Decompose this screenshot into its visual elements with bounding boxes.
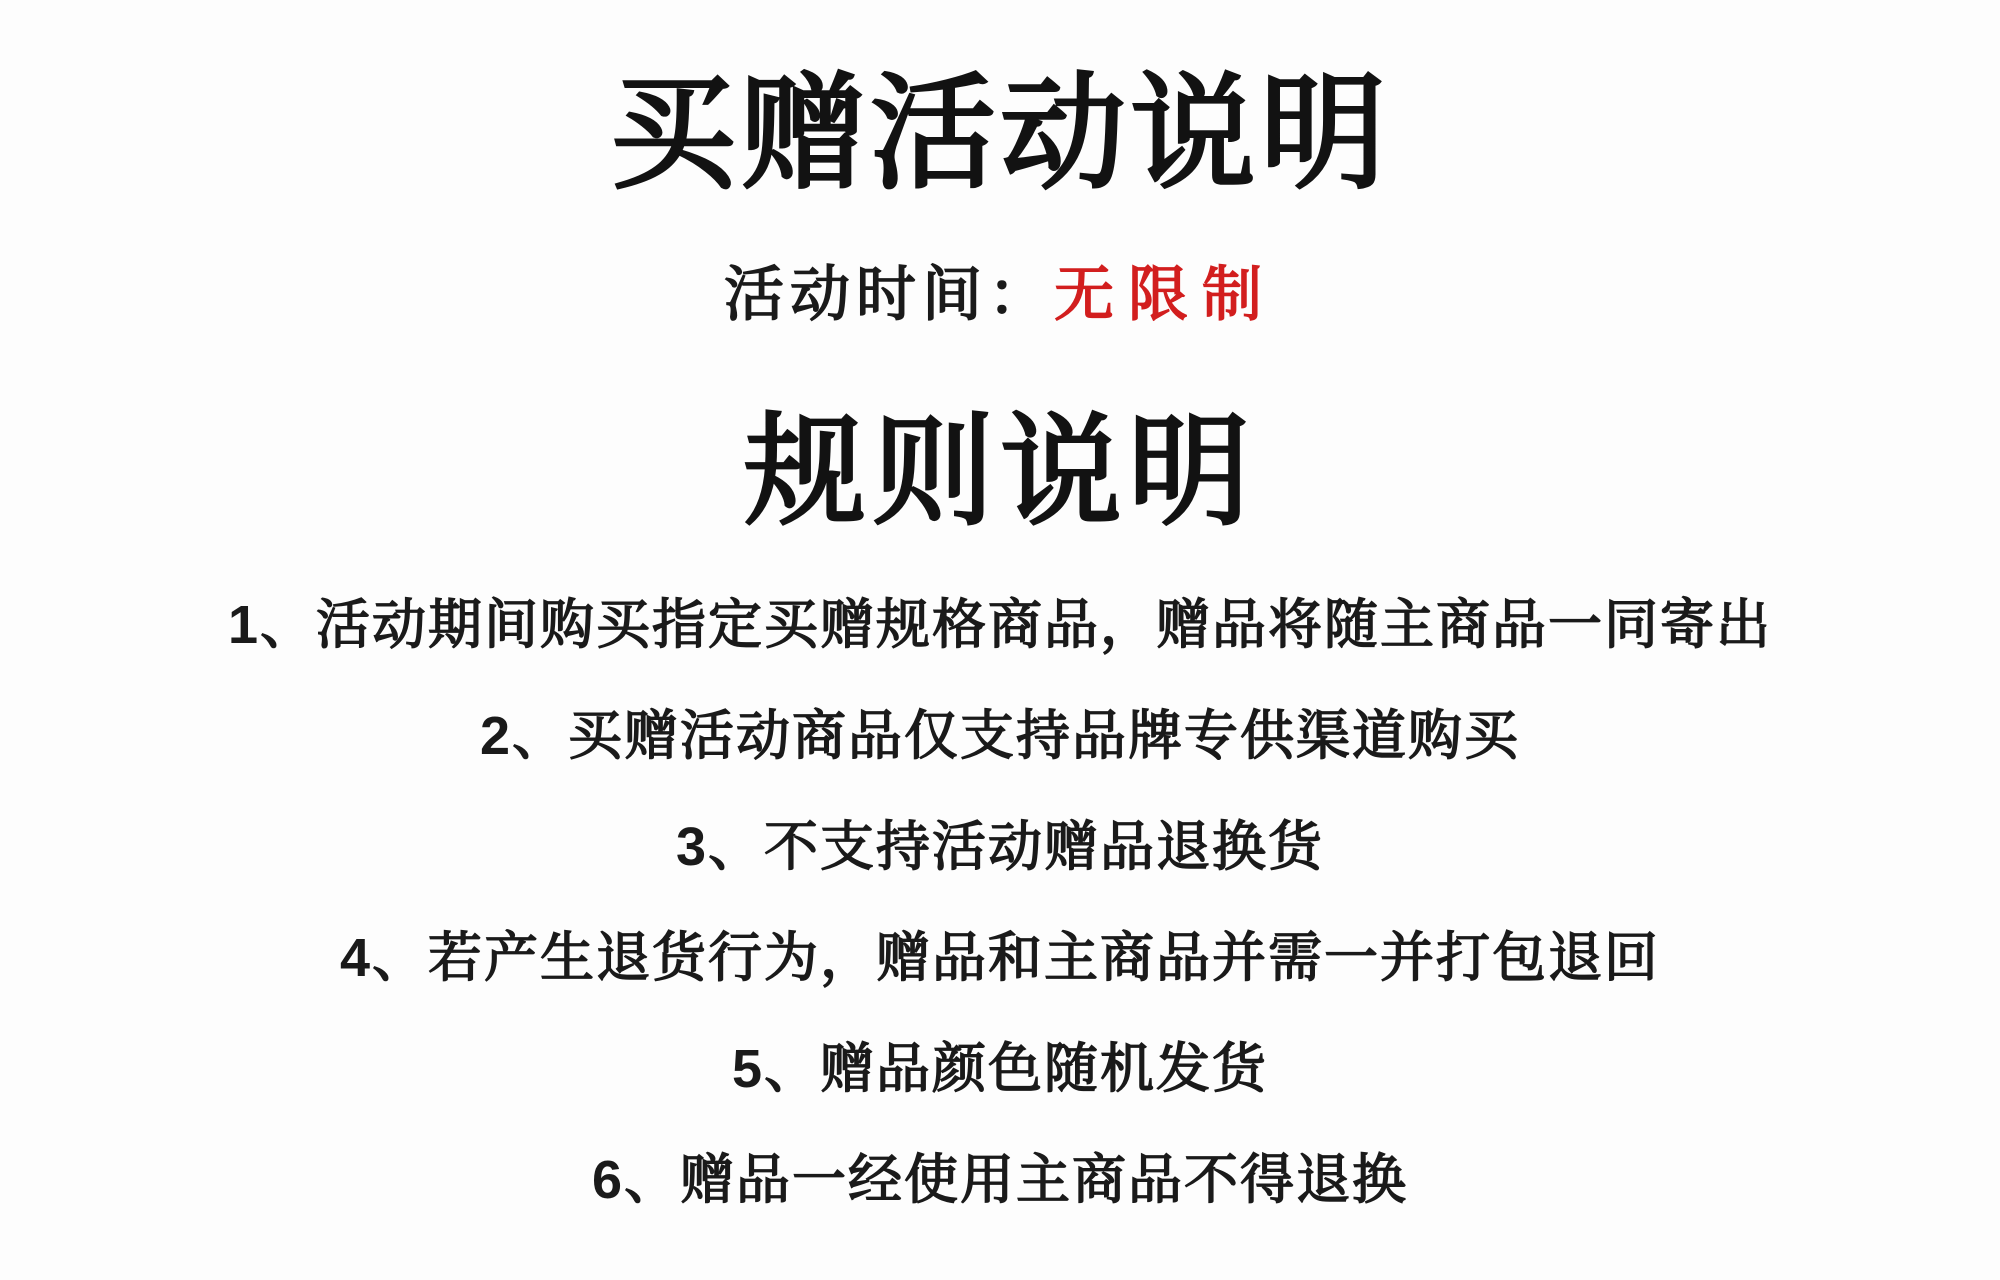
rules-section-heading: 规则说明	[744, 404, 1256, 541]
rule-item-5: 5、赠品颜色随机发货	[731, 1039, 1269, 1100]
activity-time-label: 活动时间：	[724, 261, 1054, 329]
rules-list	[0, 595, 2000, 1211]
rule-item-6: 6、赠品一经使用主商品不得退换	[591, 1150, 1409, 1211]
rule-item-4: 4、若产生退货行为，赠品和主商品并需一并打包退回	[339, 928, 1661, 989]
activity-time-value: 无限制	[1054, 261, 1276, 329]
rule-item-1: 1、活动期间购买指定买赠规格商品，赠品将随主商品一同寄出	[227, 595, 1773, 656]
page-title: 买赠活动说明	[610, 63, 1390, 204]
rule-item-3: 3、不支持活动赠品退换货	[675, 817, 1325, 878]
rule-item-2: 2、买赠活动商品仅支持品牌专供渠道购买	[479, 706, 1521, 767]
activity-time-line	[0, 261, 2000, 329]
